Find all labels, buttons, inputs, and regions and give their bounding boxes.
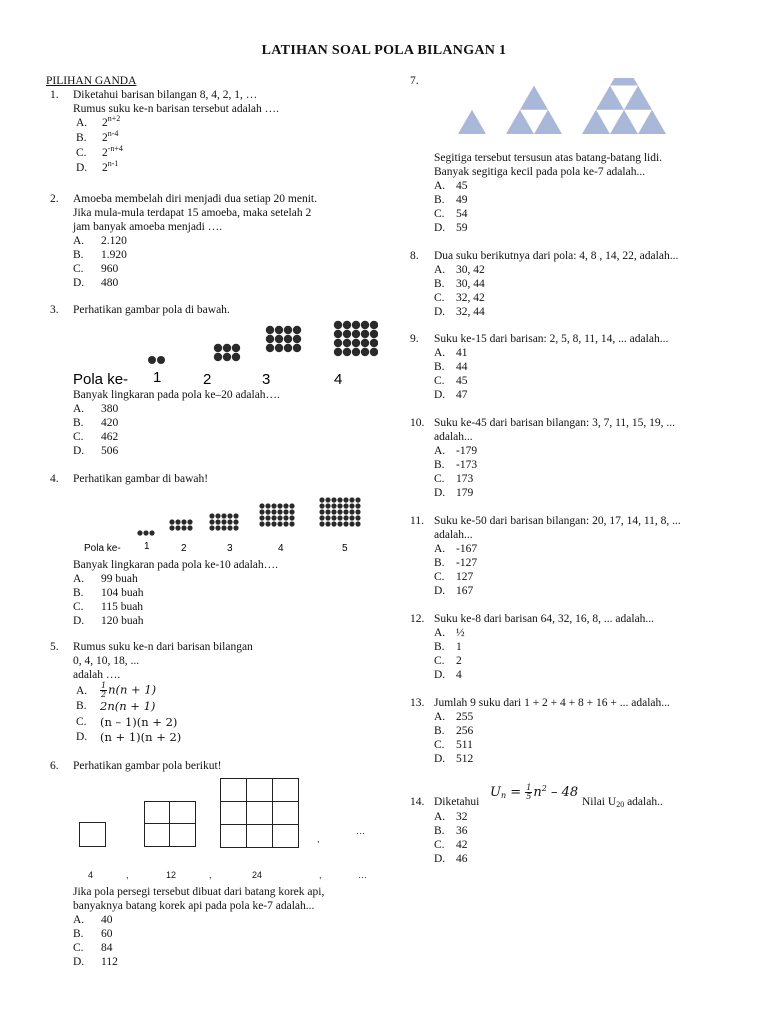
pola-number: 2: [181, 543, 187, 554]
circle-dot: [283, 515, 288, 520]
circle-dot: [214, 344, 222, 352]
circle-dot: [319, 497, 324, 502]
question-3: 3. Perhatikan gambar pola di bawah.: [46, 303, 376, 317]
circle-dot: [289, 521, 294, 526]
circle-dot: [283, 509, 288, 514]
circle-dot: [271, 521, 276, 526]
circle-dot: [221, 519, 226, 524]
option-d[interactable]: D. 167: [434, 585, 474, 597]
circle-dot: [337, 515, 342, 520]
option-c[interactable]: C. 45: [434, 375, 468, 387]
circle-dot: [137, 530, 142, 535]
option-a[interactable]: A. 255: [434, 711, 474, 723]
question-9: 9. Suku ke-15 dari barisan: 2, 5, 8, 11, 14, ... adalah... A. 41 B. 44 C. 45 D. 47: [410, 332, 730, 402]
circle-dot: [325, 509, 330, 514]
circle-dot: [259, 515, 264, 520]
question-1-options: [76, 116, 376, 176]
circle-dot: [370, 339, 378, 347]
option-b[interactable]: B. 49: [434, 194, 468, 206]
pattern-3-dots: [209, 513, 238, 530]
option-a[interactable]: A. -167: [434, 543, 478, 555]
question-3-figure: [68, 320, 378, 388]
option-c[interactable]: C. 32, 42: [434, 292, 485, 304]
triangle-pattern-3: [582, 78, 666, 134]
circle-dot: [349, 503, 354, 508]
circle-dot: [271, 509, 276, 514]
question-2-text: Amoeba membelah diri menjadi dua setiap 20 menit. Jika mula-mula terdapat 15 amoeba, maka setelah 2 jam banyak amoeba menjadi ….: [73, 193, 317, 233]
option-c[interactable]: C. 462: [73, 431, 119, 443]
option-a[interactable]: A. 45: [434, 180, 468, 192]
circle-dot: [349, 515, 354, 520]
circle-dot: [149, 530, 154, 535]
circle-dot: [355, 515, 360, 520]
circle-dot: [337, 497, 342, 502]
circle-dot: [319, 515, 324, 520]
circle-dot: [259, 503, 264, 508]
question-14: 14. Diketahui $U_n$ = $\frac{1}{5}$ $n^2 - 48$ Nilai $U_{20}$ adalah.. A. 32 B. 36 C. 42 D. 46: [410, 782, 730, 866]
option-c[interactable]: C. 173: [434, 473, 474, 485]
option-b[interactable]: B. 256: [434, 725, 474, 737]
pattern-3-dots: [266, 326, 301, 352]
option-a[interactable]: A. $2^{n+2}$: [76, 114, 121, 129]
circle-dot: [325, 503, 330, 508]
option-a[interactable]: A. 41: [434, 347, 468, 359]
question-2-options: [73, 234, 376, 290]
square-pattern-2: [169, 823, 196, 847]
circle-dot: [275, 335, 283, 343]
question-10-options: [434, 444, 730, 500]
circle-dot: [334, 348, 342, 356]
circle-dot: [289, 509, 294, 514]
circle-dot: [265, 503, 270, 508]
circle-dot: [277, 515, 282, 520]
circle-dot: [289, 503, 294, 508]
circle-dot: [343, 321, 351, 329]
option-b[interactable]: B. 60: [73, 928, 113, 940]
pattern-2-dots: [169, 519, 192, 530]
option-a[interactable]: A. 99 buah: [73, 573, 138, 585]
circle-dot: [343, 497, 348, 502]
section-heading: PILIHAN GANDA: [46, 75, 137, 87]
circle-dot: [232, 344, 240, 352]
circle-dot: [265, 521, 270, 526]
option-d[interactable]: D. 506: [73, 445, 119, 457]
circle-dot: [215, 513, 220, 518]
circle-dot: [355, 503, 360, 508]
pola-label: Pola ke-: [73, 371, 129, 388]
option-b[interactable]: B. 36: [434, 825, 468, 837]
circle-dot: [361, 330, 369, 338]
question-7-question: Segitiga tersebut tersusun atas batang-batang lidi. Banyak segitiga kecil pada pola ke-7 adalah... A. 45 B. 49 C. 54 D. 59: [410, 151, 730, 235]
question-7-figure: [454, 78, 674, 142]
question-6-figure: , … 4 , 12 , 24 , …: [46, 776, 376, 886]
option-c[interactable]: C. (n – 1)(n + 2): [76, 715, 178, 729]
circle-dot: [277, 503, 282, 508]
question-14-text: Diketahui $U_n$ = $\frac{1}{5}$ $n^2 - 48$ Nilai $U_{20}$ adalah..: [434, 783, 663, 809]
circle-dot: [277, 521, 282, 526]
circle-dot: [343, 509, 348, 514]
circle-dot: [343, 339, 351, 347]
circle-dot: [275, 344, 283, 352]
question-8: 8. Dua suku berikutnya dari pola: 4, 8 , 14, 22, adalah... A. 30, 42 B. 30, 44 C. 32, 42 D. 32, 44: [410, 249, 730, 319]
circle-dot: [355, 509, 360, 514]
circle-dot: [265, 515, 270, 520]
pattern-1-dots: [148, 356, 165, 364]
circle-dot: [331, 497, 336, 502]
circle-dot: [283, 521, 288, 526]
circle-dot: [284, 335, 292, 343]
option-d[interactable]: D. 47: [434, 389, 468, 401]
question-5-text: Rumus suku ke-n dari barisan bilangan 0, 4, 10, 18, ... adalah ….: [73, 641, 253, 681]
option-a[interactable]: A. 2.120: [73, 235, 127, 247]
circle-dot: [284, 344, 292, 352]
formula: $U_n$ = $\frac{1}{5}$ $n^2 - 48$: [490, 783, 579, 801]
circle-dot: [214, 353, 222, 361]
circle-dot: [343, 521, 348, 526]
circle-dot: [169, 519, 174, 524]
option-c[interactable]: C. 42: [434, 839, 468, 851]
question-11: 11. Suku ke-50 dari barisan bilangan: 20, 17, 14, 11, 8, ... adalah... A. -167 B. -127 C. 127 D. 167: [410, 514, 730, 598]
option-d[interactable]: D. 59: [434, 222, 468, 234]
circle-dot: [361, 339, 369, 347]
option-d[interactable]: D. 32, 44: [434, 306, 485, 318]
option-a[interactable]: A. $\frac{1}{2}$ n(n + 1): [76, 681, 157, 699]
option-c[interactable]: C. $2^{-n+4}$: [76, 144, 123, 159]
circle-dot: [209, 525, 214, 530]
option-d[interactable]: D. 480: [73, 277, 119, 289]
pattern-1-dots: [137, 530, 154, 535]
circle-dot: [343, 503, 348, 508]
option-d[interactable]: D. 4: [434, 669, 462, 681]
option-a[interactable]: A. 32: [434, 811, 468, 823]
circle-dot: [343, 348, 351, 356]
circle-dot: [355, 521, 360, 526]
circle-dot: [355, 497, 360, 502]
circle-dot: [361, 348, 369, 356]
option-d[interactable]: D. 2$^{n-1}$: [76, 159, 119, 174]
circle-dot: [334, 321, 342, 329]
circle-dot: [331, 509, 336, 514]
question-5-options: [76, 682, 376, 745]
option-c[interactable]: C. 511: [434, 739, 473, 751]
question-1-text: Diketahui barisan bilangan 8, 4, 2, 1, … Rumus suku ke-n barisan tersebut adalah ….: [73, 89, 279, 115]
option-b[interactable]: B. 104 buah: [73, 587, 144, 599]
circle-dot: [370, 348, 378, 356]
triangle-pattern-1: [458, 110, 486, 134]
circle-dot: [259, 509, 264, 514]
option-a[interactable]: A. ½: [434, 627, 465, 639]
option-a[interactable]: A. 40: [73, 914, 113, 926]
option-d[interactable]: D. 179: [434, 487, 474, 499]
triangle-pattern-2: [506, 86, 562, 134]
pola-number: 3: [262, 371, 271, 388]
circle-dot: [175, 525, 180, 530]
figure-ellipsis: …: [356, 826, 365, 836]
circle-dot: [325, 497, 330, 502]
triangle-outline: [458, 110, 486, 134]
figure-label: 4: [88, 870, 94, 880]
circle-dot: [232, 353, 240, 361]
option-d[interactable]: D. 120 buah: [73, 615, 144, 627]
pola-number: 3: [227, 543, 233, 554]
question-14-options: [434, 810, 730, 866]
pattern-4-dots: [259, 503, 294, 526]
circle-dot: [289, 515, 294, 520]
worksheet-page: LATIHAN SOAL POLA BILANGAN 1 PILIHAN GANDA 1. Diketahui barisan bilangan 8, 4, 2, 1, … Rumus suku ke-n barisan tersebut adalah …. A. $2^{n+2}$ B. 2$^{n-4}$ C. $2^{-n+4}$ D. 2$^{n-1}$ 2. Amoeba membelah diri menjadi dua setiap 20 menit. Jika mula-mula terdapat 15 amoeba, maka setelah 2 jam banyak amoeba menjadi …. A. 2.120 B. 1.920 C. 960 D. 480 3. Perhatikan gambar pola di bawah. Pola ke- 1 2 3 4 Banyak lingkaran pada pola ke–20 adalah…. A. 380 B. 420 C. 462 D. 506 4. Perhatikan gambar di bawah! Pola ke- 1 2 3 4 5 Banyak lingkaran pada pola ke-10 adalah…. A. 99 buah B. 104 buah C. 115 buah D. 120 buah 5. Rumus suku ke-n dari barisan bilangan 0, 4, 10, 18, ... adalah …. A. $\frac{1}{2}$ n(n + 1) B. 2n(n + 1) C. (n – 1)(n + 2) D. (n + 1)(n + 2) 6. Perhatikan gambar pola berikut! , … 4 , 12 , 24 , … Jika pola persegi tersebut dibuat dari batang korek api, banyaknya batang korek api pada pola ke-7 adalah... A. 40 B. 60 C. 84 D. 112 7. Segitiga tersebut tersusun atas batang-batang lidi. Banyak segitiga kecil pada pola ke-7 adalah... A. 45 B. 49 C. 54 D. 59 8. Dua suku berikutnya dari pola: 4, 8 , 14, 22, adalah... A. 30, 42 B. 30, 44 C. 32, 42 D. 32, 44 9. Suku ke-15 dari barisan: 2, 5, 8, 11, 14, ... adalah... A. 41 B. 44 C. 45 D. 47 10. Suku ke-45 dari barisan bilangan: 3, 7, 11, 15, 19, ... adalah... A. -179 B. -173 C. 173 D. 179 11. Suku ke-50 dari barisan bilangan: 20, 17, 14, 11, 8, ... adalah... A. -167 B. -127 C. 127 D. 167 12. Suku ke-8 dari barisan 64, 32, 16, 8, ... adalah... A. ½ B. 1 C. 2 D. 4 13. Jumlah 9 suku dari 1 + 2 + 4 + 8 + 16 + ... adalah... A. 255 B. 256 C. 511 D. 512 14. Diketahui $U_n$ = $\frac{1}{5}$ $n^2 - 48$ Nilai $U_{20}$ adalah.. A. 32 B. 36 C. 42 D. 46: [0, 0, 768, 1024]
circle-dot: [352, 321, 360, 329]
question-6: 6. Perhatikan gambar pola berikut!: [46, 759, 376, 773]
pola-number: 1: [144, 541, 150, 552]
question-8-options: [434, 263, 730, 319]
circle-dot: [349, 509, 354, 514]
question-10: 10. Suku ke-45 dari barisan bilangan: 3, 7, 11, 15, 19, ... adalah... A. -179 B. -173 C. 173 D. 179: [410, 416, 730, 500]
question-3-text: Perhatikan gambar pola di bawah.: [73, 304, 230, 316]
option-b[interactable]: B. 2$^{n-4}$: [76, 129, 119, 144]
question-9-options: [434, 346, 730, 402]
circle-dot: [352, 330, 360, 338]
circle-dot: [223, 353, 231, 361]
option-d[interactable]: D. 112: [73, 956, 118, 968]
option-c[interactable]: C. 960: [73, 263, 119, 275]
pola-label: Pola ke-: [84, 543, 121, 554]
circle-dot: [233, 513, 238, 518]
circle-dot: [283, 503, 288, 508]
circle-dot: [325, 521, 330, 526]
circle-dot: [284, 326, 292, 334]
circle-dot: [343, 330, 351, 338]
pola-number: 2: [203, 371, 212, 388]
circle-dot: [334, 330, 342, 338]
option-b[interactable]: B. -127: [434, 557, 478, 569]
square-pattern-1: [79, 822, 106, 847]
circle-dot: [181, 525, 186, 530]
circle-dot: [337, 521, 342, 526]
option-a[interactable]: A. 30, 42: [434, 264, 485, 276]
circle-dot: [221, 513, 226, 518]
option-d[interactable]: D. 512: [434, 753, 474, 765]
question-2: 2. Amoeba membelah diri menjadi dua setiap 20 menit. Jika mula-mula terdapat 15 amoeba, maka setelah 2 jam banyak amoeba menjadi …. A. 2.120 B. 1.920 C. 960 D. 480: [46, 192, 376, 290]
question-4-options: [73, 572, 376, 628]
circle-dot: [293, 326, 301, 334]
option-c[interactable]: C. 2: [434, 655, 462, 667]
circle-dot: [343, 515, 348, 520]
circle-dot: [266, 326, 274, 334]
pola-number: 4: [334, 371, 343, 388]
circle-dot: [233, 525, 238, 530]
circle-dot: [349, 521, 354, 526]
circle-dot: [143, 530, 148, 535]
option-b[interactable]: B. 2n(n + 1): [76, 699, 156, 713]
circle-dot: [215, 519, 220, 524]
pola-number: 1: [153, 369, 162, 386]
circle-dot: [175, 519, 180, 524]
circle-dot: [265, 509, 270, 514]
question-3-question: Banyak lingkaran pada pola ke–20 adalah…. A. 380 B. 420 C. 462 D. 506: [46, 388, 376, 458]
circle-dot: [259, 521, 264, 526]
circle-dot: [370, 321, 378, 329]
question-6-question: Jika pola persegi tersebut dibuat dari batang korek api, banyaknya batang korek api pada pola ke-7 adalah... A. 40 B. 60 C. 84 D. 112: [46, 885, 376, 969]
option-d[interactable]: D. (n + 1)(n + 2): [76, 730, 182, 744]
pola-number: 5: [342, 543, 348, 554]
circle-dot: [361, 321, 369, 329]
circle-dot: [266, 344, 274, 352]
circle-dot: [352, 348, 360, 356]
question-13-options: [434, 710, 730, 766]
circle-dot: [319, 503, 324, 508]
circle-dot: [337, 503, 342, 508]
pattern-5-dots: [319, 497, 360, 526]
option-c[interactable]: C. 115 buah: [73, 601, 144, 613]
circle-dot: [271, 503, 276, 508]
question-7-options: [434, 179, 730, 235]
option-a[interactable]: A. -179: [434, 445, 478, 457]
question-4: 4. Perhatikan gambar di bawah!: [46, 472, 376, 486]
pattern-4-dots: [334, 321, 378, 356]
circle-dot: [221, 525, 226, 530]
circle-dot: [325, 515, 330, 520]
option-c[interactable]: C. 54: [434, 208, 468, 220]
circle-dot: [227, 525, 232, 530]
option-b[interactable]: B. 1.920: [73, 249, 127, 261]
pattern-2-dots: [214, 344, 240, 361]
circle-dot: [187, 519, 192, 524]
circle-dot: [334, 339, 342, 347]
question-6-options: [73, 913, 376, 969]
circle-dot: [181, 519, 186, 524]
circle-dot: [266, 335, 274, 343]
question-3-options: [73, 402, 376, 458]
option-b[interactable]: B. 420: [73, 417, 119, 429]
circle-dot: [331, 503, 336, 508]
circle-dot: [349, 497, 354, 502]
option-b[interactable]: B. 1: [434, 641, 462, 653]
circle-dot: [233, 519, 238, 524]
question-11-options: [434, 542, 730, 598]
option-b[interactable]: B. -173: [434, 459, 478, 471]
option-a[interactable]: A. 380: [73, 403, 119, 415]
circle-dot: [275, 326, 283, 334]
question-5: 5. Rumus suku ke-n dari barisan bilangan 0, 4, 10, 18, ... adalah …. A. $\frac{1}{2}$ n(n + 1) B. 2n(n + 1) C. (n – 1)(n + 2) D. (n + 1)(n + 2): [46, 640, 376, 745]
question-4-question: Banyak lingkaran pada pola ke-10 adalah…. A. 99 buah B. 104 buah C. 115 buah D. 120 buah: [46, 558, 376, 628]
option-b[interactable]: B. 44: [434, 361, 468, 373]
option-c[interactable]: C. 127: [434, 571, 474, 583]
circle-dot: [277, 509, 282, 514]
circle-dot: [215, 525, 220, 530]
circle-dot: [223, 344, 231, 352]
question-1: 1. Diketahui barisan bilangan 8, 4, 2, 1, … Rumus suku ke-n barisan tersebut adalah …. A. $2^{n+2}$ B. 2$^{n-4}$ C. $2^{-n+4}$ D. 2$^{n-1}$: [46, 88, 376, 176]
square-pattern-3: [272, 824, 299, 848]
pola-number: 4: [278, 543, 284, 554]
circle-dot: [331, 515, 336, 520]
figure-label: 12: [166, 870, 177, 880]
circle-dot: [209, 513, 214, 518]
option-b[interactable]: B. 30, 44: [434, 278, 485, 290]
question-4-text: Perhatikan gambar di bawah!: [73, 473, 209, 485]
question-4-figure: [76, 496, 376, 558]
circle-dot: [370, 330, 378, 338]
figure-label: 24: [252, 870, 263, 880]
question-13: 13. Jumlah 9 suku dari 1 + 2 + 4 + 8 + 16 + ... adalah... A. 255 B. 256 C. 511 D. 512: [410, 696, 730, 766]
question-6-text: Perhatikan gambar pola berikut!: [73, 760, 222, 772]
circle-dot: [293, 335, 301, 343]
circle-dot: [319, 509, 324, 514]
figure-comma: ,: [317, 834, 320, 844]
circle-dot: [352, 339, 360, 347]
circle-dot: [227, 519, 232, 524]
question-12: 12. Suku ke-8 dari barisan 64, 32, 16, 8, ... adalah... A. ½ B. 1 C. 2 D. 4: [410, 612, 730, 682]
circle-dot: [319, 521, 324, 526]
circle-dot: [169, 525, 174, 530]
circle-dot: [209, 519, 214, 524]
page-title: LATIHAN SOAL POLA BILANGAN 1: [261, 43, 507, 58]
option-d[interactable]: D. 46: [434, 853, 468, 865]
circle-dot: [187, 525, 192, 530]
circle-dot: [331, 521, 336, 526]
circle-dot: [271, 515, 276, 520]
circle-dot: [293, 344, 301, 352]
option-c[interactable]: C. 84: [73, 942, 113, 954]
circle-dot: [227, 513, 232, 518]
circle-dot: [337, 509, 342, 514]
question-12-options: [434, 626, 730, 682]
